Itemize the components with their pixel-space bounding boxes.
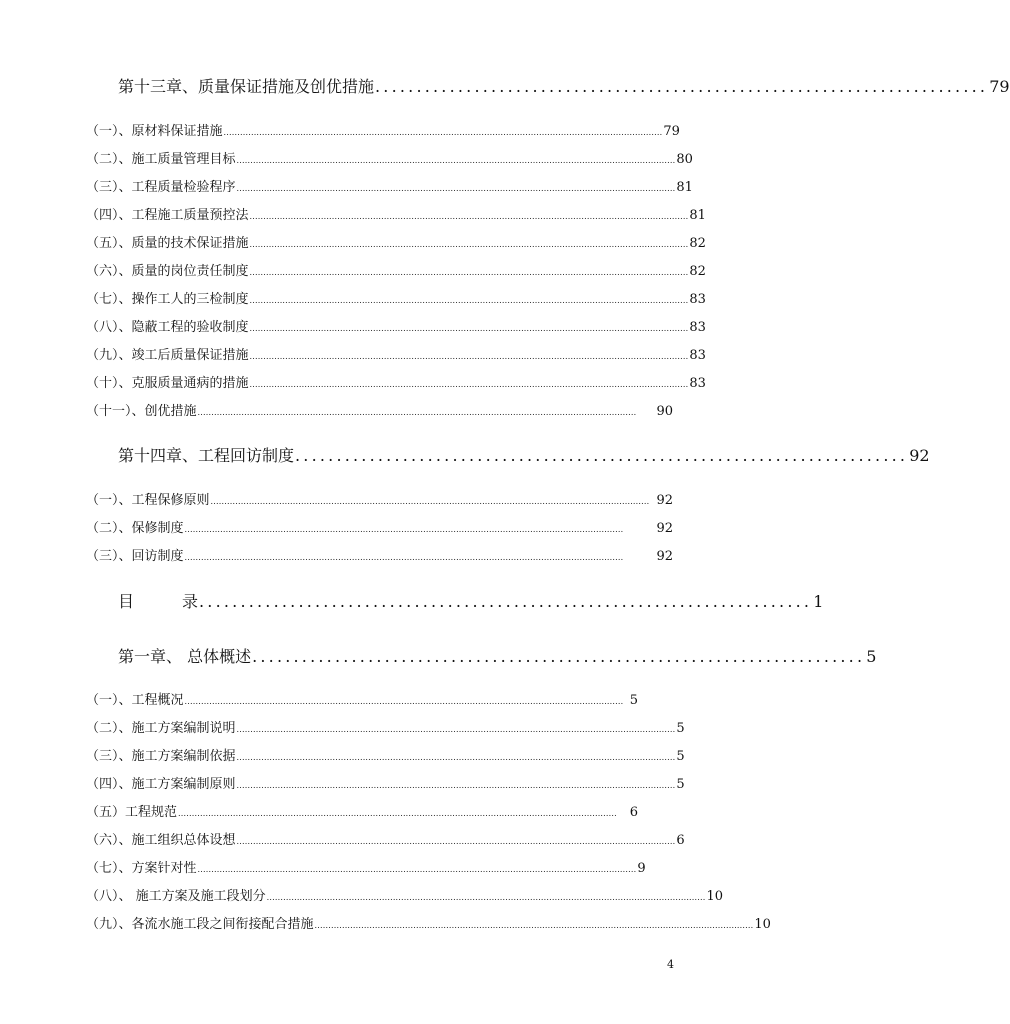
dot-leader: ................................................................................................................................................................	[249, 324, 689, 333]
toc-item-row	[86, 489, 673, 507]
toc-item-row	[86, 829, 685, 848]
item-page: 5	[676, 777, 685, 792]
item-page: 10	[706, 889, 724, 904]
chapter-page: 5	[866, 647, 877, 666]
toc-item-row	[86, 545, 673, 563]
toc-chapter-row	[118, 74, 1010, 96]
toc-item-row	[86, 801, 638, 819]
item-label: （二）、保修制度	[86, 521, 184, 536]
dot-leader: ................................................................................................................................................................	[236, 781, 676, 790]
item-page: 83	[689, 320, 706, 335]
toc-item-row	[86, 913, 771, 932]
dot-leader: ................................................................................................................................................................	[210, 497, 650, 506]
item-label: （一）、原材料保证措施	[86, 124, 223, 139]
dot-leader: ................................................................................................................................................................	[197, 865, 637, 874]
item-page: 80	[676, 152, 693, 167]
dot-leader: ................................................................................................................................................................	[236, 184, 676, 193]
item-label: （三）、施工方案编制依据	[86, 749, 236, 764]
item-label: （七）、操作工人的三检制度	[86, 292, 249, 307]
item-label: （十）、克服质量通病的措施	[86, 376, 249, 391]
dot-leader: ..........................................................................	[199, 592, 813, 611]
item-label: （八）、 施工方案及施工段划分	[86, 889, 266, 904]
item-label: （五）工程规范	[86, 805, 178, 820]
chapter-page: 79	[989, 77, 1010, 96]
dot-leader: ................................................................................................................................................................	[236, 725, 676, 734]
item-page: 92	[656, 549, 673, 564]
dot-leader: ................................................................................................................................................................	[197, 408, 637, 417]
item-label: （三）、工程质量检验程序	[86, 180, 236, 195]
item-page: 83	[689, 292, 706, 307]
toc-chapter-row	[118, 443, 930, 465]
item-label: （二）、施工方案编制说明	[86, 721, 236, 736]
dot-leader: ................................................................................................................................................................	[223, 128, 663, 137]
item-label: （八）、隐蔽工程的验收制度	[86, 320, 249, 335]
toc-contents-row	[118, 589, 824, 611]
toc-item-row	[86, 204, 706, 223]
dot-leader: ................................................................................................................................................................	[266, 893, 706, 902]
item-label: （六）、施工组织总体设想	[86, 833, 236, 848]
item-page: 83	[689, 348, 706, 363]
item-label: （六）、质量的岗位责任制度	[86, 264, 249, 279]
toc-item-row	[86, 372, 706, 391]
dot-leader: ................................................................................................................................................................	[236, 837, 676, 846]
toc-item-row	[86, 885, 724, 904]
toc-item-row	[86, 689, 638, 707]
item-page: 6	[676, 833, 685, 848]
dot-leader: ................................................................................................................................................................	[184, 525, 624, 534]
item-label: （三）、回访制度	[86, 549, 184, 564]
toc-item-row	[86, 316, 706, 335]
item-page: 81	[689, 208, 706, 223]
chapter-title: 第十三章、质量保证措施及创优措施	[118, 77, 375, 96]
dot-leader: ..........................................................................	[252, 647, 866, 666]
dot-leader: ................................................................................................................................................................	[314, 921, 754, 930]
item-page: 10	[754, 917, 771, 932]
item-label: （一）、工程保修原则	[86, 493, 210, 508]
contents-title: 目 录	[118, 592, 199, 611]
item-page: 6	[629, 805, 638, 820]
item-label: （一）、工程概况	[86, 693, 184, 708]
toc-item-row	[86, 176, 693, 195]
toc-item-row	[86, 120, 680, 139]
chapter-title: 第一章、 总体概述	[118, 647, 252, 666]
toc-chapter-row	[118, 644, 877, 666]
toc-item-row	[86, 773, 685, 792]
item-page: 82	[689, 264, 706, 279]
chapter-page: 1	[813, 592, 824, 611]
dot-leader: ................................................................................................................................................................	[249, 212, 689, 221]
toc-item-row	[86, 857, 646, 876]
toc-item-row	[86, 148, 693, 167]
dot-leader: ................................................................................................................................................................	[184, 553, 624, 562]
item-page: 92	[656, 493, 673, 508]
item-page: 5	[676, 749, 685, 764]
toc-item-row	[86, 717, 685, 736]
item-page: 5	[629, 693, 638, 708]
item-label: （四）、施工方案编制原则	[86, 777, 236, 792]
toc-item-row	[86, 232, 706, 251]
chapter-title: 第十四章、工程回访制度	[118, 446, 295, 465]
dot-leader: ................................................................................................................................................................	[249, 380, 689, 389]
dot-leader: ................................................................................................................................................................	[236, 753, 676, 762]
item-page: 81	[676, 180, 693, 195]
toc-item-row	[86, 745, 685, 764]
item-page: 83	[689, 376, 706, 391]
dot-leader: ..........................................................................	[375, 77, 989, 96]
item-label: （十一）、创优措施	[86, 404, 197, 419]
dot-leader: ................................................................................................................................................................	[236, 156, 676, 165]
item-page: 92	[656, 521, 673, 536]
item-label: （九）、竣工后质量保证措施	[86, 348, 249, 363]
item-label: （四）、工程施工质量预控法	[86, 208, 249, 223]
page-number: 4	[667, 958, 674, 971]
chapter-page: 92	[909, 446, 930, 465]
dot-leader: ................................................................................................................................................................	[178, 809, 617, 818]
dot-leader: ................................................................................................................................................................	[249, 296, 689, 305]
dot-leader: ..........................................................................	[295, 446, 909, 465]
item-page: 82	[689, 236, 706, 251]
item-label: （二）、施工质量管理目标	[86, 152, 236, 167]
item-page: 79	[663, 124, 680, 139]
item-page: 5	[676, 721, 685, 736]
dot-leader: ................................................................................................................................................................	[184, 697, 624, 706]
toc-item-row	[86, 400, 673, 418]
item-label: （五）、质量的技术保证措施	[86, 236, 249, 251]
dot-leader: ................................................................................................................................................................	[249, 240, 689, 249]
dot-leader: ................................................................................................................................................................	[249, 268, 689, 277]
item-page: 90	[656, 404, 673, 419]
item-label: （九）、各流水施工段之间衔接配合措施	[86, 917, 314, 932]
toc-item-row	[86, 288, 706, 307]
item-page: 9	[637, 861, 646, 876]
toc-item-row	[86, 260, 706, 279]
dot-leader: ................................................................................................................................................................	[249, 352, 689, 361]
item-label: （七）、方案针对性	[86, 861, 197, 876]
toc-item-row	[86, 517, 673, 535]
toc-item-row	[86, 344, 706, 363]
